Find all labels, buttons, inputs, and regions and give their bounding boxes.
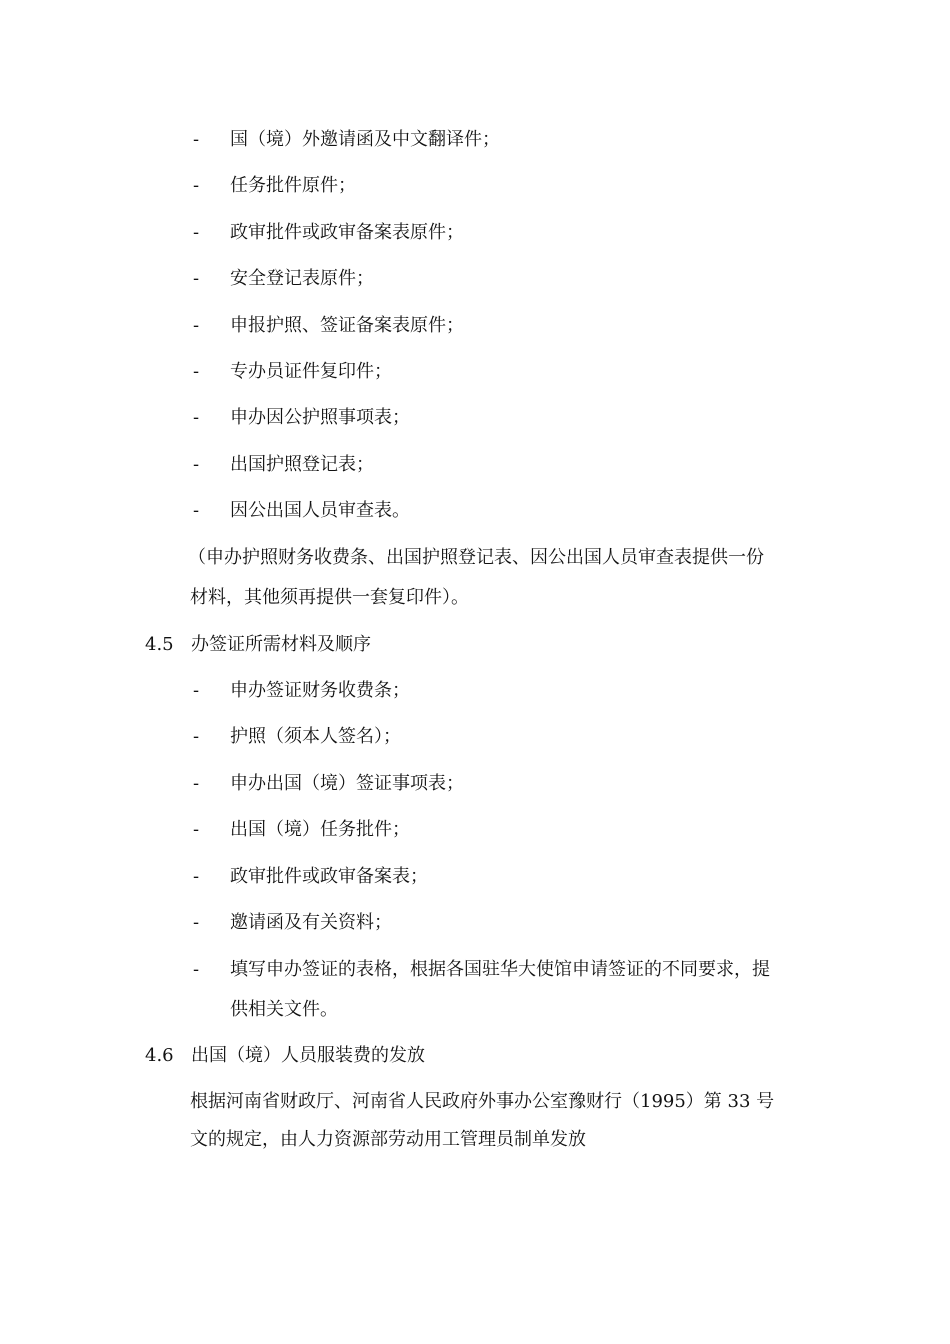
list-dash: - (193, 726, 200, 748)
list-dash: - (193, 314, 200, 336)
list-item-text: 政审批件或政审备案表； (230, 865, 428, 887)
list-item (0, 171, 950, 217)
list-dash: - (193, 865, 200, 887)
list-item-text-line-2: 供相关文件。 (230, 999, 338, 1020)
list-item-text: 出国护照登记表； (230, 453, 374, 475)
list-item-text: 邀请函及有关资料； (230, 911, 392, 933)
list-dash: - (193, 407, 200, 429)
list-dash: - (193, 175, 200, 197)
section-number: 4.5 (145, 634, 174, 655)
section-number: 4.6 (145, 1045, 174, 1066)
list-item (0, 496, 950, 542)
note-line-2: 材料，其他须再提供一套复印件）。 (190, 587, 469, 608)
list-dash: - (193, 772, 200, 794)
note-line-1: （申办护照财务收费条、出国护照登记表、因公出国人员审查表提供一份 (188, 547, 764, 568)
list-item (0, 908, 950, 954)
passport-materials-list (0, 125, 950, 543)
list-item-text: 政审批件或政审备案表原件； (230, 221, 464, 243)
list-item (0, 450, 950, 496)
list-item-text: 申办出国（境）签证事项表； (230, 772, 464, 794)
list-item (0, 311, 950, 357)
list-item (0, 218, 950, 264)
list-item (0, 769, 950, 815)
list-item-text: 出国（境）任务批件； (230, 819, 410, 841)
section-title: 办签证所需材料及顺序 (191, 634, 371, 655)
visa-materials-list (0, 676, 950, 954)
section-body-line-1: 根据河南省财政厅、河南省人民政府外事办公室豫财行（1995）第 33 号 (190, 1091, 775, 1112)
list-dash: - (193, 360, 200, 382)
list-item (0, 357, 950, 403)
list-dash: - (193, 129, 200, 150)
list-dash: - (193, 500, 200, 522)
list-item-text-line-1: 填写申办签证的表格，根据各国驻华大使馆申请签证的不同要求，提 (230, 959, 770, 980)
list-item-text: 国（境）外邀请函及中文翻译件； (230, 129, 500, 150)
list-item-text: 专办员证件复印件； (230, 360, 392, 382)
section-heading-4-5 (145, 630, 371, 660)
list-item-text: 任务批件原件； (230, 175, 356, 197)
list-item-text: 申办签证财务收费条； (230, 680, 410, 701)
list-dash: - (193, 959, 200, 980)
list-item-text: 因公出国人员审查表。 (230, 500, 410, 522)
list-item (0, 676, 950, 722)
list-item (0, 125, 950, 171)
list-dash: - (193, 911, 200, 933)
section-heading-4-6 (145, 1041, 425, 1071)
list-item (0, 264, 950, 310)
list-item (0, 403, 950, 449)
list-dash: - (193, 819, 200, 841)
list-item-text: 护照（须本人签名）； (230, 726, 401, 748)
list-item (0, 862, 950, 908)
list-item-text: 申办因公护照事项表； (230, 407, 410, 429)
list-item-text: 安全登记表原件； (230, 268, 374, 290)
section-body-line-2: 文的规定，由人力资源部劳动用工管理员制单发放 (190, 1129, 586, 1150)
list-item (0, 722, 950, 768)
list-dash: - (193, 453, 200, 475)
list-dash: - (193, 268, 200, 290)
list-dash: - (193, 221, 200, 243)
list-item-text: 申报护照、签证备案表原件； (230, 314, 464, 336)
section-title: 出国（境）人员服装费的发放 (191, 1045, 425, 1066)
list-dash: - (193, 680, 200, 701)
list-item (0, 815, 950, 861)
